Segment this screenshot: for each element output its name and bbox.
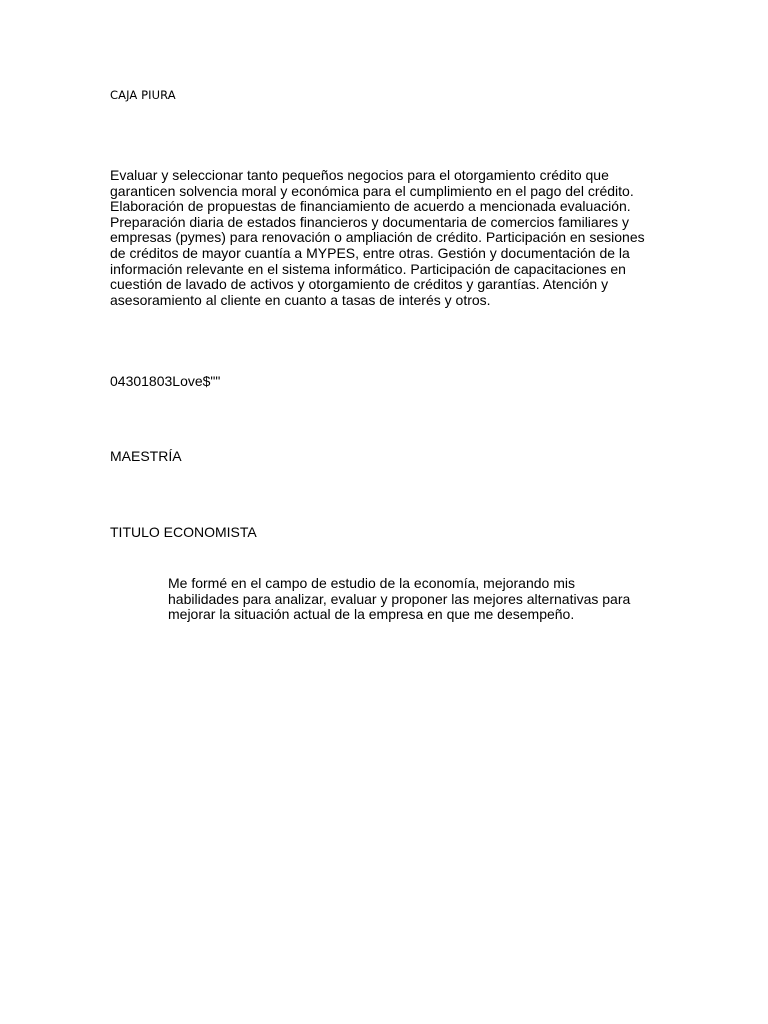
education-summary: Me formé en el campo de estudio de la economía, mejorando mis habilidades para analizar, evaluar y proponer las mejores alternativas para mejorar la situación actual de la empresa en que me desempeño.	[168, 575, 631, 623]
code-text: 04301803Love$""	[110, 373, 221, 389]
title-heading: TITULO ECONOMISTA	[110, 524, 257, 540]
company-name: CAJA PIURA	[110, 88, 176, 102]
job-description: Evaluar y seleccionar tanto pequeños negocios para el otorgamiento crédito que garanticen solvencia moral y económica para el cumplimiento en el pago del crédito. Elaboración de propuestas de financiamiento de acuerdo a mencionada evaluación. Preparación diaria de estados financieros y documentaria de comercios familiares y empresas (pymes) para renovación o ampliación de crédito. Participación en sesiones de créditos de mayor cuantía a MYPES, entre otras. Gestión y documentación de la información relevante en el sistema informático. Participación de capacitaciones en cuestión de lavado de activos y otorgamiento de créditos y garantías. Atención y asesoramiento al cliente en cuanto a tasas de interés y otros.	[110, 167, 645, 308]
degree-heading: MAESTRÍA	[110, 448, 182, 464]
